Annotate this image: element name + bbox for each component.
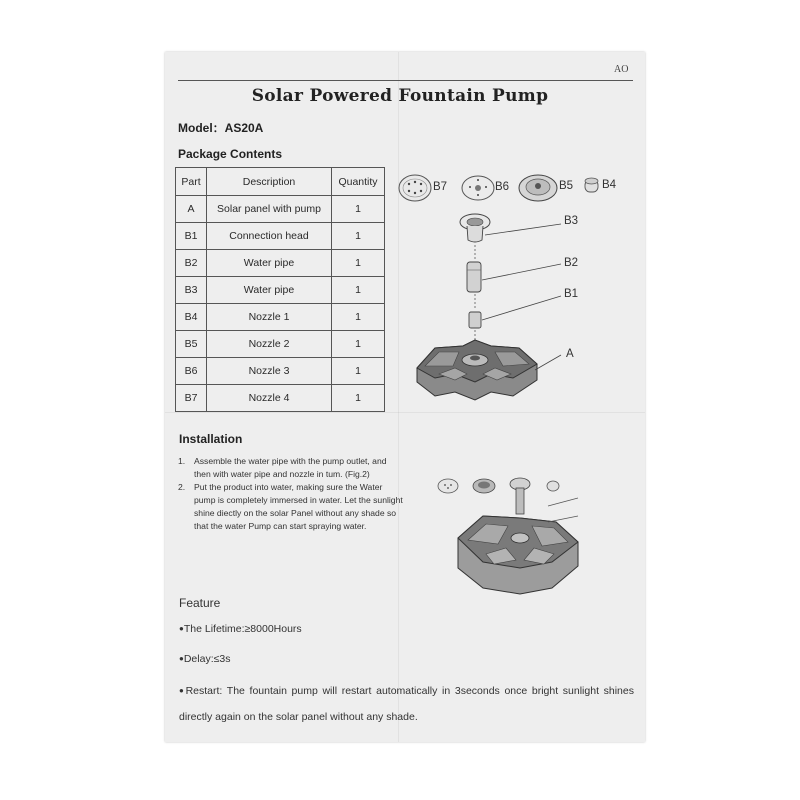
part-cell: B6	[176, 358, 207, 385]
quantity-cell: 1	[332, 331, 385, 358]
part-cell: B4	[176, 304, 207, 331]
installation-steps	[178, 455, 403, 534]
description-cell: Water pipe	[207, 250, 332, 277]
header-rule	[178, 80, 633, 81]
parts-table	[175, 167, 385, 412]
part-cell: B7	[176, 385, 207, 412]
description-cell: Nozzle 4	[207, 385, 332, 412]
table-row	[176, 277, 385, 304]
doc-code: AO	[614, 64, 629, 75]
part-cell: B1	[176, 223, 207, 250]
assembly-nozzles	[438, 478, 559, 514]
nozzle-b7-illustration	[399, 175, 431, 201]
quantity-cell: 1	[332, 223, 385, 250]
quantity-cell: 1	[332, 196, 385, 223]
feature-item-restart: ●Restart: The fountain pump will restart automatically in 3seconds once bright sunlight shines directly again on the solar panel without any shade.	[179, 685, 634, 723]
nozzle-b5-illustration	[519, 175, 557, 201]
list-item: 1. Assemble the water pipe with the pump outlet, and then with water pipe and nozzle in tum. (Fig.2)	[178, 456, 387, 480]
description-cell: Nozzle 1	[207, 304, 332, 331]
table-row	[176, 358, 385, 385]
model-number: Model：AS20A	[178, 121, 264, 135]
assembly-solar-base	[458, 516, 578, 594]
label-b7: B7	[433, 181, 448, 193]
parts-exploded-diagram	[395, 160, 645, 410]
nozzle-b4-illustration	[585, 178, 598, 192]
label-b5: B5	[559, 180, 574, 192]
feature-item-lifetime: ●The Lifetime:≥8000Hours	[179, 623, 302, 635]
list-item: 2. Put the product into water, making sure the Water pump is completely immersed in water. Let the sunlight shine diectly on the solar Panel without any shade so that the water Pump can start spraying water.	[178, 482, 403, 532]
step-text: Put the product into water, making sure the Water pump is completely immersed in water. Let the sunlight shine diectly on the solar Panel without any shade so that the water Pump can start spraying water.	[194, 482, 403, 532]
description-cell: Nozzle 2	[207, 331, 332, 358]
step-text: Assemble the water pipe with the pump outlet, and then with water pipe and nozzle in tum. (Fig.2)	[194, 456, 387, 480]
page-title: Solar Powered Fountain Pump	[251, 86, 549, 106]
col-header-description: Description	[207, 168, 332, 196]
label-b3: B3	[564, 215, 579, 227]
package-contents-heading: Package Contents	[178, 147, 283, 161]
description-cell: Solar panel with pump	[207, 196, 332, 223]
assembly-diagram	[428, 470, 598, 600]
table-row	[176, 385, 385, 412]
quantity-cell: 1	[332, 277, 385, 304]
quantity-cell: 1	[332, 385, 385, 412]
water-pipe-b2-illustration	[467, 245, 481, 292]
label-b2: B2	[564, 257, 579, 269]
part-cell: B2	[176, 250, 207, 277]
description-cell: Nozzle 3	[207, 358, 332, 385]
description-cell: Connection head	[207, 223, 332, 250]
col-header-part: Part	[176, 168, 207, 196]
table-row	[176, 196, 385, 223]
quantity-cell: 1	[332, 304, 385, 331]
installation-heading: Installation	[179, 432, 243, 446]
nozzle-b6-illustration	[462, 176, 494, 200]
part-cell: B3	[176, 277, 207, 304]
solar-panel-base-illustration	[417, 340, 537, 400]
table-row	[176, 304, 385, 331]
fold-crease-horizontal	[165, 412, 645, 413]
label-b1: B1	[564, 288, 579, 300]
col-header-quantity: Quantity	[332, 168, 385, 196]
part-cell: A	[176, 196, 207, 223]
connection-head-b1-illustration	[469, 294, 481, 345]
table-row	[176, 223, 385, 250]
label-b6: B6	[495, 181, 510, 193]
table-row	[176, 250, 385, 277]
part-cell: B5	[176, 331, 207, 358]
table-header-row	[176, 168, 385, 196]
feature-heading: Feature	[179, 596, 221, 610]
table-row	[176, 331, 385, 358]
water-pipe-b3-illustration	[460, 214, 490, 242]
quantity-cell: 1	[332, 358, 385, 385]
assembly-leader-lines	[548, 498, 578, 522]
label-a: A	[566, 348, 574, 360]
feature-item-delay: ●Delay:≤3s	[179, 653, 231, 665]
description-cell: Water pipe	[207, 277, 332, 304]
quantity-cell: 1	[332, 250, 385, 277]
label-b4: B4	[602, 179, 617, 191]
